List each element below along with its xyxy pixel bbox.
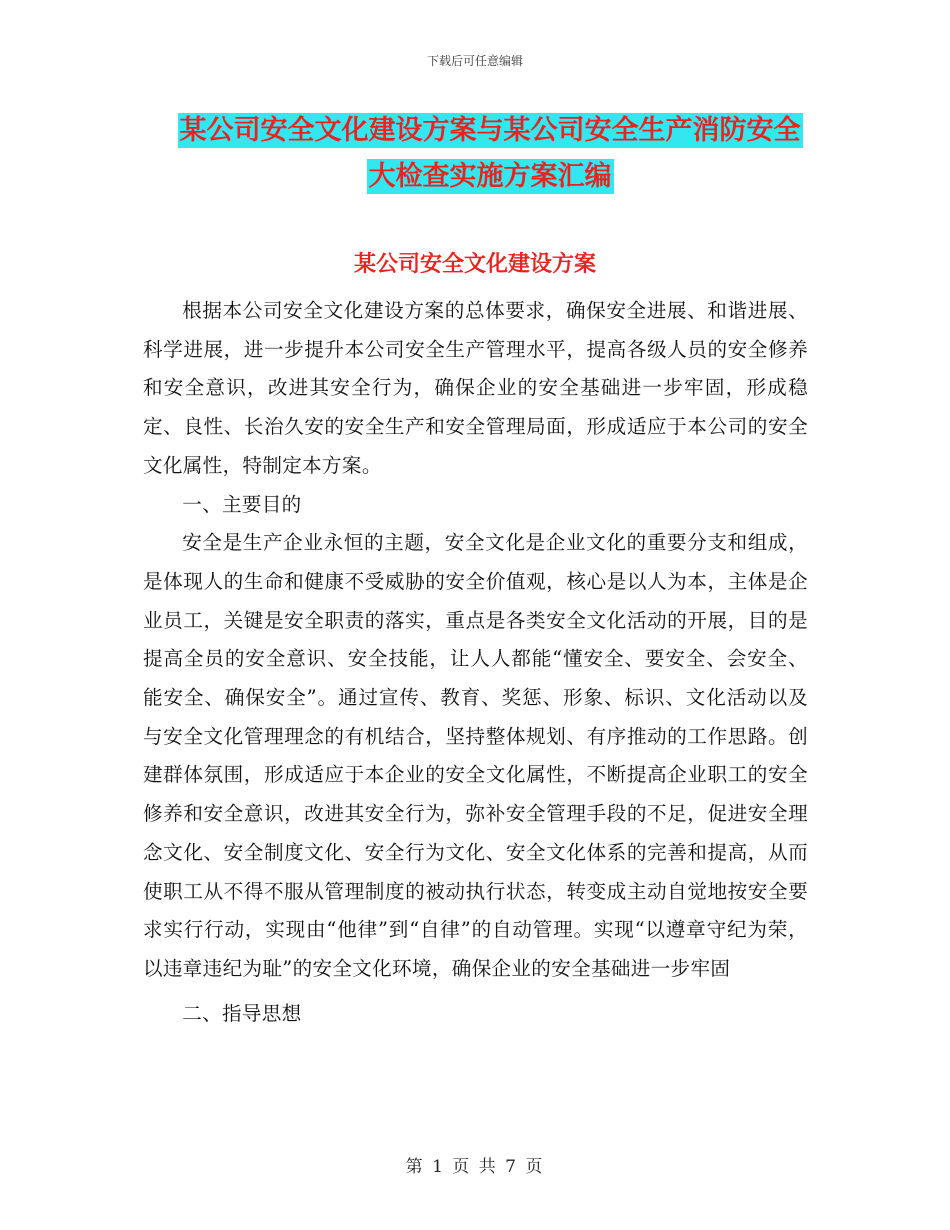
document-title: [140, 108, 840, 200]
paragraph-intro: 根据本公司安全文化建设方案的总体要求，确保安全进展、和谐进展、科学进展，进一步提升本公司安全生产管理水平，提高各级人员的安全修养和安全意识，改进其安全行为，确保企业的安全基础进一步牢固，形成稳定、良性、长治久安的安全生产和安全管理局面，形成适应于本公司的安全文化属性，特制定本方案。: [143, 299, 808, 477]
page-number-footer: 第 1 页 共 7 页: [405, 1157, 545, 1177]
document-body: [143, 292, 808, 1033]
document-title-line-1: 某公司安全文化建设方案与某公司安全生产消防安全: [179, 115, 801, 146]
header-note: 下载后可任意编辑: [426, 54, 523, 68]
heading-guiding-thought: 二、指导思想: [182, 1001, 302, 1025]
heading-main-purpose: 一、主要目的: [182, 492, 302, 516]
section-title: 某公司安全文化建设方案: [353, 251, 596, 277]
document-title-line-2: 大检查实施方案汇编: [368, 161, 612, 192]
paragraph-purpose: 安全是生产企业永恒的主题，安全文化是企业文化的重要分支和组成，是体现人的生命和健康不受威胁的安全价值观，核心是以人为本，主体是企业员工，关键是安全职责的落实，重点是各类安全文化活动的开展，目的是提高全员的安全意识、安全技能，让人人都能“懂安全、要安全、会安全、能安全、确保安全”。通过宣传、教育、奖惩、形象、标识、文化活动以及与安全文化管理理念的有机结合，坚持整体规划、有序推动的工作思路。创建群体氛围，形成适应于本企业的安全文化属性，不断提高企业职工的安全修养和安全意识，改进其安全行为，弥补安全管理手段的不足，促进安全理念文化、安全制度文化、安全行为文化、安全文化体系的完善和提高，从而使职工从不得不服从管理制度的被动执行状态，转变成主动自觉地按安全要求实行行动，实现由“他律”到“自律”的自动管理。实现“以遵章守纪为荣，以违章违纪为耻”的安全文化环境，确保企业的安全基础进一步牢固: [143, 531, 808, 980]
